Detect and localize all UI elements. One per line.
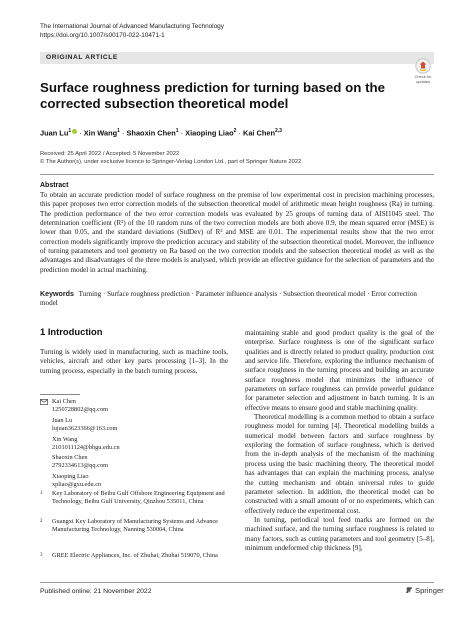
affiliation bbox=[40, 490, 228, 506]
intro-right-column bbox=[245, 329, 434, 553]
received-accepted: Received: 25 April 2022 / Accepted: 5 November 2022 bbox=[40, 151, 180, 157]
copyright-notice: © The Author(s), under exclusive licence to Springer-Verlag London Ltd., part of Springer Nature 2022 bbox=[40, 159, 302, 165]
footer-divider bbox=[40, 582, 434, 583]
affiliation-number: 1 bbox=[40, 491, 43, 496]
contact-list bbox=[40, 398, 228, 492]
journal-header bbox=[40, 22, 224, 40]
contact-email[interactable]: 2101011124@bbgu.edu.cn bbox=[52, 443, 120, 451]
affiliation-text: GREE Electric Appliances, Inc. of Zhuhai, Zhuhai 519070, China bbox=[52, 552, 218, 559]
check-updates-line1: Check for bbox=[414, 74, 432, 79]
affiliation bbox=[40, 552, 228, 560]
article-dates bbox=[40, 150, 301, 166]
contact-name: Shaoxin Chen bbox=[52, 454, 88, 462]
intro-left-column bbox=[40, 348, 228, 376]
divider bbox=[40, 174, 434, 175]
contact-name: Xiaoping Liao bbox=[52, 473, 89, 481]
orcid-icon[interactable] bbox=[72, 129, 77, 134]
affiliation-text: Guangxi Key Laboratory of Manufacturing Systems and Advance Manufacturing Technology, Nanning 530004, China bbox=[52, 518, 218, 534]
affiliation-number: 2 bbox=[40, 519, 43, 524]
contact-entry bbox=[40, 417, 228, 433]
contact-email[interactable]: lujuan3623366@163.com bbox=[52, 424, 118, 432]
check-updates-icon bbox=[415, 58, 431, 74]
author-affil-sup: 2 bbox=[233, 128, 237, 134]
author-name[interactable]: Xin Wang bbox=[83, 128, 118, 138]
keywords bbox=[40, 290, 434, 309]
author-name[interactable]: Xiaoping Liao bbox=[185, 128, 234, 138]
check-for-updates-badge[interactable] bbox=[411, 58, 435, 84]
doi-link[interactable]: https://doi.org/10.1007/s00170-022-10471-1 bbox=[40, 32, 165, 39]
affiliation-number: 3 bbox=[40, 553, 43, 558]
author-name[interactable]: Kai Chen bbox=[242, 128, 276, 138]
abstract-heading: Abstract bbox=[40, 182, 69, 189]
footnote-divider bbox=[40, 394, 80, 395]
article-type-label: ORIGINAL ARTICLE bbox=[46, 54, 118, 61]
contact-entry bbox=[40, 398, 228, 414]
author-name[interactable]: Juan Lu bbox=[40, 128, 69, 138]
intro-paragraph: Theoretical modelling is a common method to obtain a surface roughness model for turning [4]. Theoretical modelling builds a numerical model between factors and surface roughness by exploring the formation of surface roughness, which is derived from the in-depth analysis of the mechanism of the machining process using the basic machining theory. The theoretical model has advantages that can explain the machining process, analyse the cutting mechanism and obtain universal rules to guide parameter selection. In addition, the theoretical model can be constructed with a small amount of or no experiments, which can effectively reduce the experimental cost. bbox=[245, 413, 434, 515]
springer-horse-icon bbox=[405, 586, 413, 594]
contact-email[interactable]: 1250728802@qq.com bbox=[52, 406, 108, 414]
contact-entry bbox=[40, 436, 228, 452]
keywords-text: Turning · Surface roughness prediction · Parameter influence analysis · Subsection theoretical model · Error correction model bbox=[40, 290, 417, 308]
publisher-logo[interactable] bbox=[405, 586, 444, 595]
affiliation bbox=[40, 518, 228, 534]
contact-email[interactable]: xpliao@gxu.edu.cn bbox=[52, 481, 102, 489]
intro-paragraph: Turning is widely used in manufacturing, such as machine tools, vehicles, aircraft and other key parts processing [1–3]. In the turning process, especially in the batch turning process, bbox=[40, 348, 228, 375]
contact-email[interactable]: 2792334613@qq.com bbox=[52, 462, 108, 470]
envelope-icon bbox=[40, 399, 48, 405]
intro-paragraph: In turning, periodical tool feed marks are formed on the machined surface, and the turning surface roughness is related to many factors, such as cutting parameters and tool geometry [5–8], minimum undeformed chip thickness [9], bbox=[245, 515, 434, 552]
keywords-label: Keywords bbox=[40, 290, 74, 298]
author-affil-sup: 1 bbox=[117, 128, 120, 134]
section-heading: 1 Introduction bbox=[40, 326, 103, 337]
author-affil-sup: 1 bbox=[68, 128, 72, 134]
author-name[interactable]: Shaoxin Chen bbox=[126, 128, 176, 138]
check-updates-line2: updates bbox=[415, 78, 431, 84]
author-affil-sup: 2,3 bbox=[275, 128, 282, 134]
contact-entry bbox=[40, 473, 228, 489]
contact-entry bbox=[40, 454, 228, 470]
abstract-text: To obtain an accurate prediction model of surface roughness on the premise of low experimental cost in precision machining processes, this paper proposes two error correction models of the subsection theoretical model of arithmetic mean height roughness (Ra) in turning. The prediction performance of the two error correction models was evaluated by 25 groups of turning data of AISI1045 steel. The determination coefficient (R²) of the 10 random runs of the two correction models are both above 0.9, the mean squared error (MSE) is lower than 0.05, and the standard deviations (StdDev) of R² and MSE are 0.01. The experimental results show that the two error correction models significantly improve the prediction accuracy and stability of the subsection theoretical model. Moreover, the influence of turning parameters and tool geometry on Ra based on the two correction models and the subsection theoretical model as well as the advantages and disadvantages of the three models is analysed, which provide an effective guidance for the selection of parameters and the prediction model in actual machining. bbox=[40, 191, 434, 274]
paper-title: Surface roughness prediction for turning based on the corrected subsection theoretical model bbox=[40, 80, 386, 111]
contact-name: Juan Lu bbox=[52, 416, 73, 424]
author-affil-sup: 1 bbox=[175, 128, 179, 134]
published-date: Published online: 21 November 2022 bbox=[40, 588, 152, 595]
author-list: Juan Lu$^1$ · Xin Wang$^1$ · Shaoxin Chen$^1$ · Xiaoping Liao$^2$ · Kai Chen$^{2,3}$ bbox=[40, 128, 282, 138]
affiliation-text: Key Laboratory of Beibu Gulf Offshore Engineering Equipment and Technology, Beibu Gulf University, Qinzhou 535011, China bbox=[52, 490, 225, 506]
intro-paragraph: maintaining stable and good product quality is the goal of the enterprise. Surface roughness is one of the significant surface qualities and is directly related to product quality, production cost and service life. Therefore, exploring the influence mechanism of surface roughness in the turning process and building an accurate surface roughness model that minimizes the influence of parameters on surface roughness can provide powerful guidance for parameter selection and adjustment in batch turning. It is an effective means to ensure good and stable machining quality. bbox=[245, 329, 434, 412]
publisher-name: Springer bbox=[415, 586, 444, 595]
journal-name: The International Journal of Advanced Manufacturing Technology bbox=[40, 23, 224, 30]
contact-name: Xin Wang bbox=[52, 435, 78, 443]
contact-name: Kai Chen bbox=[52, 398, 76, 405]
